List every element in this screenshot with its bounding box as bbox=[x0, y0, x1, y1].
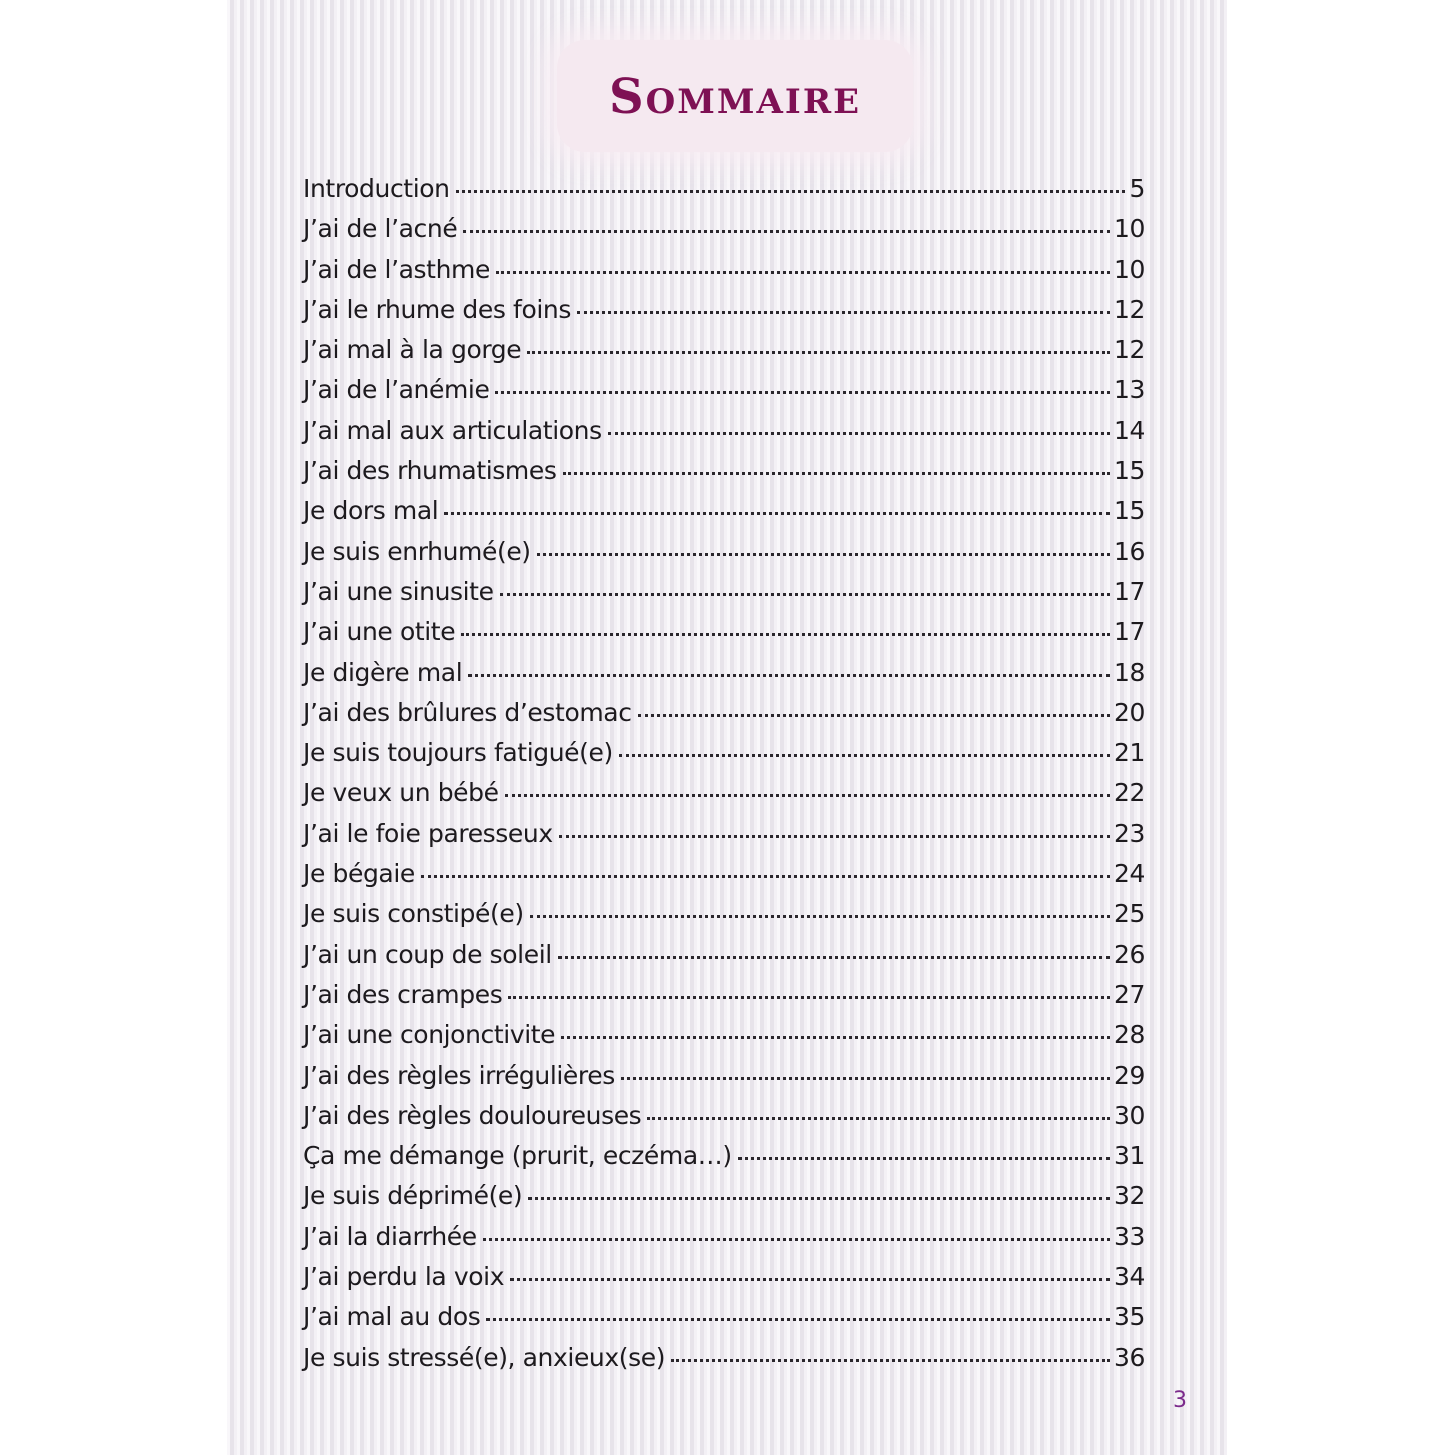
book-page bbox=[227, 0, 1227, 1455]
toc-entry-page: 32 bbox=[1113, 1181, 1145, 1211]
toc-entry-label: J’ai des règles irrégulières bbox=[303, 1060, 615, 1090]
toc-entry-page: 30 bbox=[1113, 1100, 1145, 1130]
toc-entry bbox=[303, 1101, 1145, 1141]
dot-leader bbox=[505, 794, 1110, 797]
toc-entry-label: J’ai une sinusite bbox=[303, 576, 494, 606]
dot-leader bbox=[527, 351, 1110, 354]
toc-entry-label: J’ai de l’anémie bbox=[303, 375, 490, 405]
toc-entry-page: 36 bbox=[1113, 1342, 1145, 1372]
toc-entry-label: J’ai des brûlures d’estomac bbox=[303, 697, 632, 727]
toc-entry-page: 15 bbox=[1113, 456, 1145, 486]
toc-entry bbox=[303, 537, 1145, 577]
toc-entry-label: Je suis toujours fatigué(e) bbox=[303, 738, 613, 768]
toc-entry bbox=[303, 1222, 1145, 1262]
dot-leader bbox=[621, 1077, 1110, 1080]
toc-entry bbox=[303, 416, 1145, 456]
toc-entry-page: 5 bbox=[1129, 174, 1145, 203]
table-of-contents bbox=[303, 174, 1145, 1383]
dot-leader bbox=[671, 1359, 1110, 1362]
toc-entry bbox=[303, 738, 1145, 778]
toc-entry bbox=[303, 859, 1145, 899]
toc-entry-page: 12 bbox=[1113, 335, 1145, 365]
dot-leader bbox=[559, 835, 1110, 838]
dot-leader bbox=[530, 915, 1110, 918]
toc-entry bbox=[303, 899, 1145, 939]
toc-entry-page: 33 bbox=[1113, 1221, 1145, 1251]
toc-entry-label: J’ai de l’acné bbox=[303, 214, 458, 244]
toc-entry-page: 16 bbox=[1113, 536, 1145, 566]
toc-entry bbox=[303, 1061, 1145, 1101]
toc-entry-label: J’ai des rhumatismes bbox=[303, 456, 557, 486]
toc-entry-label: J’ai une conjonctivite bbox=[303, 1020, 556, 1050]
dot-leader bbox=[421, 875, 1110, 878]
toc-entry bbox=[303, 1020, 1145, 1060]
toc-entry-page: 15 bbox=[1113, 496, 1145, 526]
toc-entry bbox=[303, 577, 1145, 617]
toc-entry bbox=[303, 940, 1145, 980]
dot-leader bbox=[486, 1318, 1110, 1321]
toc-entry-label: Je dors mal bbox=[303, 496, 439, 526]
dot-leader bbox=[561, 1036, 1110, 1039]
toc-entry-label: J’ai un coup de soleil bbox=[303, 939, 552, 969]
toc-entry-label: J’ai le rhume des foins bbox=[303, 294, 571, 324]
dot-leader bbox=[510, 1278, 1110, 1281]
dot-leader bbox=[558, 956, 1110, 959]
toc-entry-page: 23 bbox=[1113, 818, 1145, 848]
page-title: Sommaire bbox=[608, 69, 861, 125]
toc-entry bbox=[303, 1141, 1145, 1181]
dot-leader bbox=[738, 1157, 1110, 1160]
dot-leader bbox=[577, 311, 1110, 314]
toc-entry-label: Je veux un bébé bbox=[303, 778, 499, 808]
toc-entry-label: Je digère mal bbox=[303, 657, 463, 687]
toc-entry-label: Ça me démange (prurit, eczéma…) bbox=[303, 1141, 732, 1171]
page-number: 3 bbox=[1173, 1388, 1187, 1413]
dot-leader bbox=[500, 593, 1110, 596]
toc-entry-label: Introduction bbox=[303, 174, 450, 203]
toc-entry bbox=[303, 335, 1145, 375]
dot-leader bbox=[444, 512, 1110, 515]
toc-entry-label: J’ai perdu la voix bbox=[303, 1262, 505, 1292]
dot-leader bbox=[496, 271, 1110, 274]
toc-entry bbox=[303, 375, 1145, 415]
toc-entry bbox=[303, 214, 1145, 254]
toc-entry-label: J’ai le foie paresseux bbox=[303, 818, 553, 848]
toc-entry bbox=[303, 174, 1145, 214]
toc-entry bbox=[303, 980, 1145, 1020]
dot-leader bbox=[463, 230, 1110, 233]
toc-entry-label: J’ai des crampes bbox=[303, 979, 503, 1009]
toc-entry-label: J’ai une otite bbox=[303, 617, 456, 647]
toc-entry-page: 28 bbox=[1113, 1020, 1145, 1050]
toc-entry-label: Je suis déprimé(e) bbox=[303, 1181, 523, 1211]
toc-entry-label: Je bégaie bbox=[303, 859, 415, 889]
toc-entry bbox=[303, 658, 1145, 698]
toc-entry-page: 10 bbox=[1113, 254, 1145, 284]
toc-entry bbox=[303, 456, 1145, 496]
toc-entry-label: J’ai de l’asthme bbox=[303, 254, 490, 284]
toc-entry-label: J’ai des règles douloureuses bbox=[303, 1100, 642, 1130]
toc-entry-label: J’ai mal aux articulations bbox=[303, 415, 602, 445]
dot-leader bbox=[456, 190, 1126, 193]
dot-leader bbox=[495, 391, 1110, 394]
dot-leader bbox=[528, 1197, 1110, 1200]
toc-entry-page: 26 bbox=[1113, 939, 1145, 969]
toc-entry-page: 29 bbox=[1113, 1060, 1145, 1090]
toc-entry-label: Je suis constipé(e) bbox=[303, 899, 524, 929]
toc-entry-page: 18 bbox=[1113, 657, 1145, 687]
toc-entry-page: 27 bbox=[1113, 979, 1145, 1009]
dot-leader bbox=[461, 633, 1110, 636]
toc-entry-page: 20 bbox=[1113, 697, 1145, 727]
toc-entry-label: Je suis enrhumé(e) bbox=[303, 536, 531, 566]
toc-entry-page: 10 bbox=[1113, 214, 1145, 244]
toc-entry bbox=[303, 778, 1145, 818]
toc-entry-page: 35 bbox=[1113, 1302, 1145, 1332]
toc-entry-page: 14 bbox=[1113, 415, 1145, 445]
toc-entry bbox=[303, 698, 1145, 738]
toc-entry-page: 17 bbox=[1113, 576, 1145, 606]
toc-entry bbox=[303, 617, 1145, 657]
toc-entry-page: 31 bbox=[1113, 1141, 1145, 1171]
toc-entry-page: 34 bbox=[1113, 1262, 1145, 1292]
dot-leader bbox=[638, 714, 1110, 717]
toc-entry bbox=[303, 295, 1145, 335]
toc-entry bbox=[303, 1181, 1145, 1221]
toc-entry-page: 13 bbox=[1113, 375, 1145, 405]
toc-entry bbox=[303, 496, 1145, 536]
dot-leader bbox=[483, 1238, 1110, 1241]
toc-entry-label: J’ai mal à la gorge bbox=[303, 335, 522, 365]
toc-entry-label: J’ai mal au dos bbox=[303, 1302, 481, 1332]
dot-leader bbox=[608, 432, 1110, 435]
dot-leader bbox=[468, 674, 1110, 677]
toc-entry-label: J’ai la diarrhée bbox=[303, 1221, 477, 1251]
toc-entry-page: 17 bbox=[1113, 617, 1145, 647]
toc-entry bbox=[303, 1302, 1145, 1342]
toc-entry-label: Je suis stressé(e), anxieux(se) bbox=[303, 1342, 666, 1372]
toc-entry-page: 22 bbox=[1113, 778, 1145, 808]
dot-leader bbox=[508, 996, 1110, 999]
toc-entry bbox=[303, 1343, 1145, 1383]
toc-entry-page: 12 bbox=[1113, 294, 1145, 324]
toc-entry-page: 25 bbox=[1113, 899, 1145, 929]
dot-leader bbox=[619, 754, 1110, 757]
toc-entry-page: 21 bbox=[1113, 738, 1145, 768]
toc-entry bbox=[303, 819, 1145, 859]
title-banner bbox=[557, 40, 913, 152]
toc-entry bbox=[303, 255, 1145, 295]
dot-leader bbox=[537, 553, 1110, 556]
toc-entry bbox=[303, 1262, 1145, 1302]
dot-leader bbox=[563, 472, 1110, 475]
toc-entry-page: 24 bbox=[1113, 859, 1145, 889]
dot-leader bbox=[647, 1117, 1110, 1120]
